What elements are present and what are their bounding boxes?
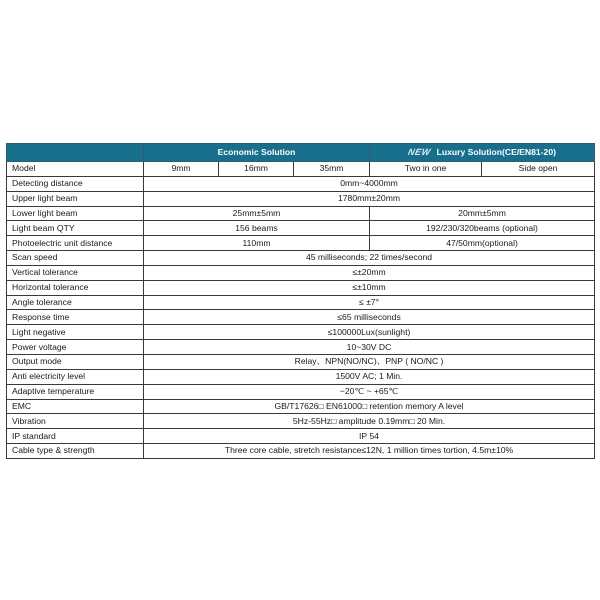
row-label: EMC [7,399,144,414]
row-value-luxury: 47/50mm(optional) [370,236,595,251]
row-label: Light negative [7,325,144,340]
row-label: Detecting distance [7,176,144,191]
table-row [7,369,595,384]
row-label: Light beam QTY [7,221,144,236]
row-value: Relay、NPN(NO/NC)、PNP ( NO/NC ) [144,354,595,369]
row-label: Model [7,162,144,177]
table-row [7,206,595,221]
table-row [7,176,595,191]
row-value-luxury: 192/230/320beams (optional) [370,221,595,236]
table-row [7,354,595,369]
row-value: Three core cable, stretch resistance≤12N, 1 million times tortion, 4.5m±10% [144,444,595,459]
row-label: Scan speed [7,251,144,266]
row-value-economic: 156 beams [144,221,370,236]
model-side-open: Side open [482,162,595,177]
row-value: 5Hz-55Hz□ amplitude 0.19mm□ 20 Min. [144,414,595,429]
row-value: GB/T17626□ EN61000□ retention memory A level [144,399,595,414]
table-row [7,310,595,325]
model-16mm: 16mm [219,162,294,177]
table-row [7,265,595,280]
header-blank-cell [7,144,144,162]
row-label: Vertical tolerance [7,265,144,280]
row-value-luxury: 20mm±5mm [370,206,595,221]
row-value: ≤65 milliseconds [144,310,595,325]
row-value: ≤ ±7° [144,295,595,310]
table-row [7,340,595,355]
header-luxury-solution [370,144,595,162]
row-value: −20℃ ~ +65℃ [144,384,595,399]
row-value: 45 milliseconds; 22 times/second [144,251,595,266]
row-value: ≤±20mm [144,265,595,280]
model-row [7,162,595,177]
row-label: Output mode [7,354,144,369]
row-label: Cable type & strength [7,444,144,459]
table-row [7,191,595,206]
row-value: ≤100000Lux(sunlight) [144,325,595,340]
row-label: Power voltage [7,340,144,355]
table-row [7,429,595,444]
new-badge: NEW [407,147,432,157]
row-label: Lower light beam [7,206,144,221]
row-label: IP standard [7,429,144,444]
row-label: Horizontal tolerance [7,280,144,295]
row-value-economic: 25mm±5mm [144,206,370,221]
luxury-solution-label: Luxury Solution(CE/EN81-20) [436,147,556,157]
row-label: Vibration [7,414,144,429]
table-row [7,251,595,266]
table-row [7,221,595,236]
table-row [7,280,595,295]
row-value-economic: 110mm [144,236,370,251]
table-row [7,325,595,340]
row-label: Response time [7,310,144,325]
row-label: Angle tolerance [7,295,144,310]
table-row [7,414,595,429]
table-row [7,384,595,399]
row-value: IP 54 [144,429,595,444]
row-label: Upper light beam [7,191,144,206]
table-row [7,444,595,459]
header-economic-solution: Economic Solution [144,144,370,162]
row-label: Adaptive temperature [7,384,144,399]
header-row [7,144,595,162]
row-value: 1780mm±20mm [144,191,595,206]
row-value: 0mm~4000mm [144,176,595,191]
row-value: 10~30V DC [144,340,595,355]
model-two-in-one: Two in one [370,162,482,177]
spec-table [6,143,595,459]
row-value: ≤±10mm [144,280,595,295]
row-label: Photoelectric unit distance [7,236,144,251]
table-row [7,236,595,251]
model-9mm: 9mm [144,162,219,177]
table-row [7,399,595,414]
model-35mm: 35mm [294,162,370,177]
table-row [7,295,595,310]
row-value: 1500V AC; 1 Min. [144,369,595,384]
row-label: Anti electricity level [7,369,144,384]
